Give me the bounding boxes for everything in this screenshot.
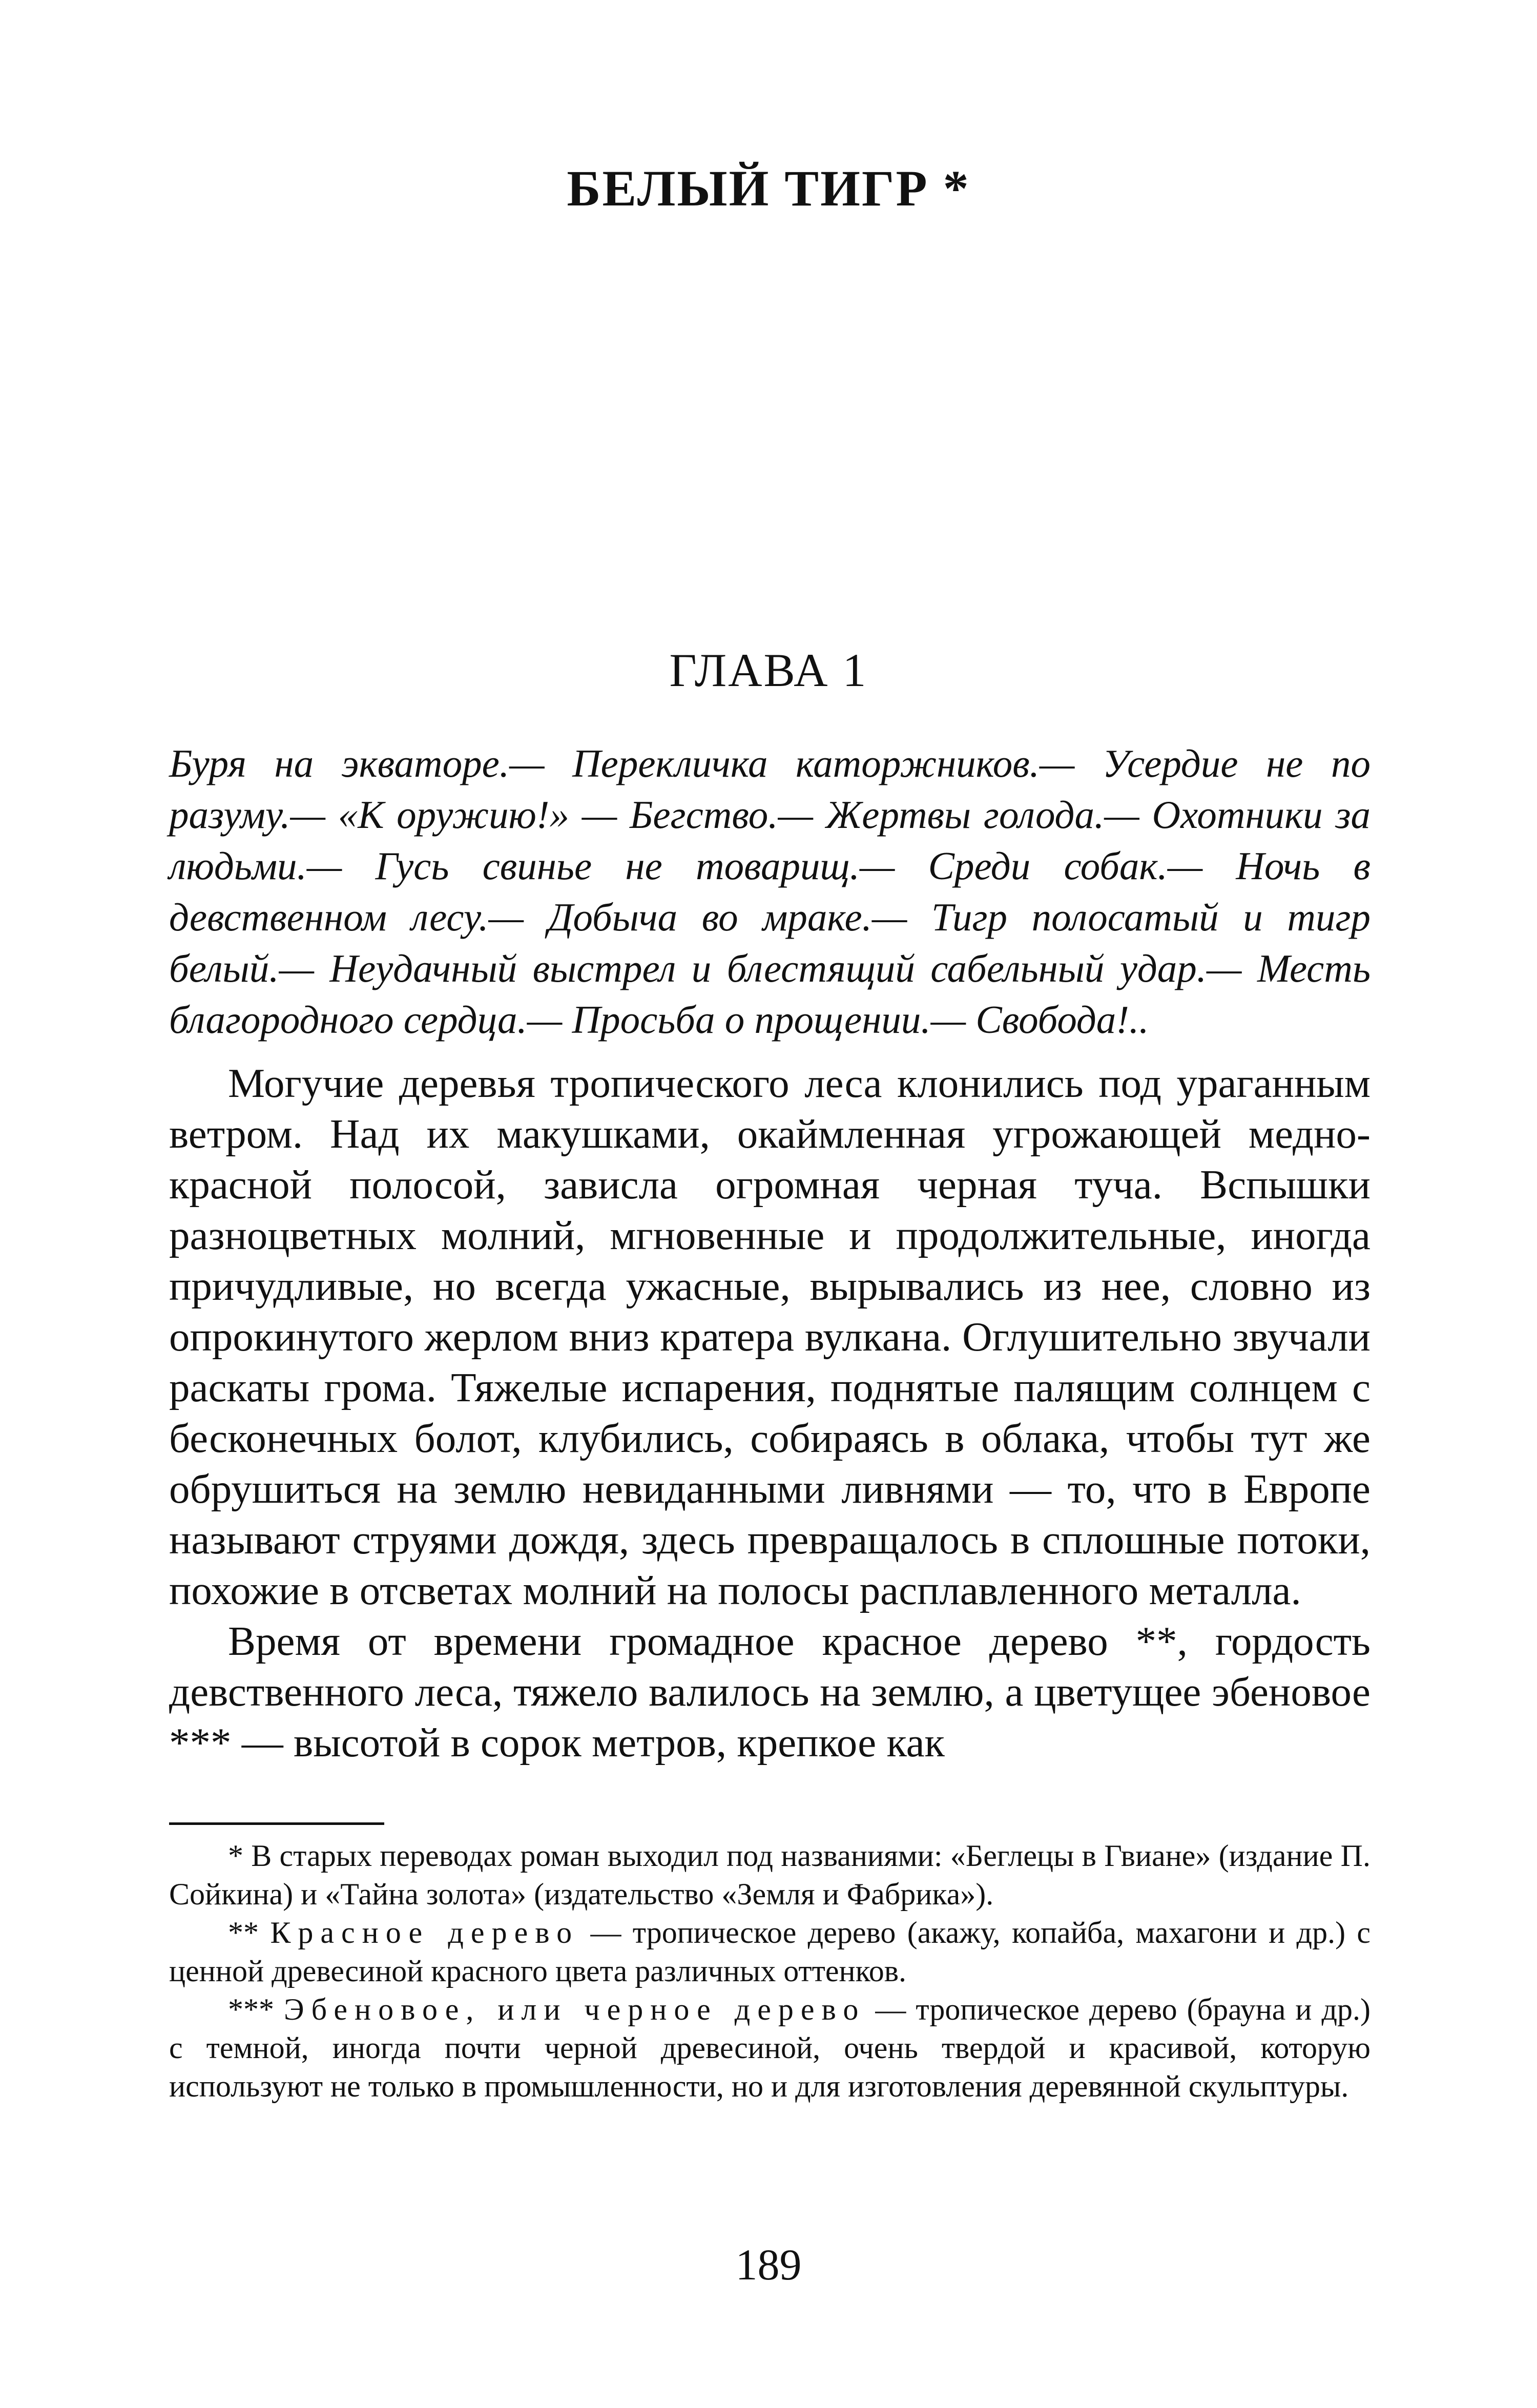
page-number: 189	[735, 2240, 802, 2289]
footnote-3-term: Эбеновое, или черное дерево	[283, 1992, 866, 2026]
chapter-title: ГЛАВА 1	[669, 644, 868, 696]
body-text	[169, 1058, 1370, 1768]
paragraph-1: Могучие деревья тропического леса клонились под ураганным ветром. Над их макушками, окаймленная угрожающей медно-красной полосой, зависла огромная черная туча. Вспышки разноцветных молний, мгновенные и продолжительные, иногда причудливые, но всегда ужасные, вырывались из нее, словно из опрокинутого жерлом вниз кратера вулкана. Оглушительно звучали раскаты грома. Тяжелые испарения, поднятые палящим солнцем с бесконечных болот, клубились, собираясь в облака, чтобы тут же обрушиться на землю невиданными ливнями — то, что в Европе называют струями дождя, здесь превращалось в сплошные потоки, похожие в отсветах молний на полосы расплавленного металла.	[169, 1060, 1370, 1613]
paragraph-2: Время от времени громадное красное дерево **, гордость девственного леса, тяжело валилось на землю, а цветущее эбеновое *** — высотой в сорок метров, крепкое как	[169, 1618, 1370, 1766]
footnote-3-text: — тропическое дерево (брауна и др.) с темной, иногда почти черной древесиной, очень твердой и красивой, которую используют не только в промышленности, но и для изготовления деревянной скульптуры.	[169, 1992, 1371, 2103]
footnote-2	[169, 1914, 1370, 1990]
footnote-3	[169, 1990, 1370, 2106]
footnote-2-marker: **	[228, 1916, 271, 1949]
footnote-3-marker: ***	[228, 1992, 284, 2026]
chapter-summary: Буря на экваторе.— Перекличка каторжников.— Усердие не по разуму.— «К оружию!» — Бегство.— Жертвы голода.— Охотники за людьми.— Гусь свинье не товарищ.— Среди собак.— Ночь в девственном лесу.— Добыча во мраке.— Тигр полосатый и тигр белый.— Неудачный выстрел и блестящий сабельный удар.— Месть благородного сердца.— Просьба о прощении.— Свобода!..	[169, 741, 1370, 1042]
footnote-2-term: Красное дерево	[270, 1916, 579, 1949]
book-title: БЕЛЫЙ ТИГР *	[567, 160, 970, 217]
footnote-2-text: — тропическое дерево (акажу, копайба, махагони и др.) с ценной древесиной красного цвета различных оттенков.	[169, 1916, 1371, 1988]
footnotes	[169, 1837, 1370, 2106]
footnote-1	[169, 1837, 1370, 1914]
footnote-divider	[169, 1822, 384, 1825]
footnote-1-text: * В старых переводах роман выходил под названиями: «Беглецы в Гвиане» (издание П. Сойкина) и «Тайна золота» (издательство «Земля и Фабрика»).	[169, 1839, 1370, 1911]
